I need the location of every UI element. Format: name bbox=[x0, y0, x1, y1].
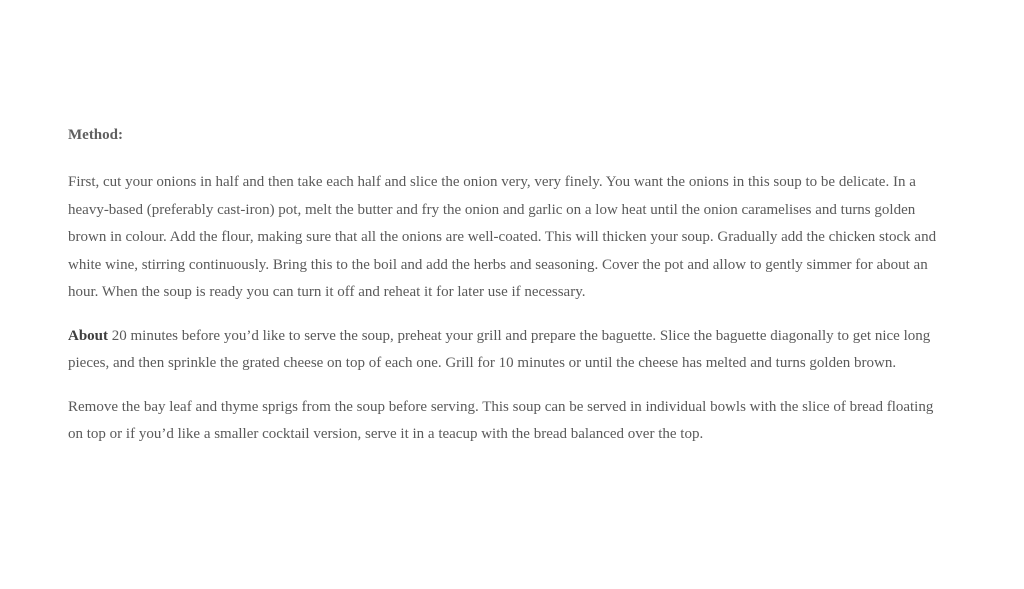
method-paragraph-3: Remove the bay leaf and thyme sprigs from the soup before serving. This soup can be served in individual bowls with the slice of bread floating on top or if you’d like a smaller cocktail version, serve it in a teacup with the bread balanced over the top. bbox=[68, 398, 934, 442]
method-paragraph-1: First, cut your onions in half and then take each half and slice the onion very, very finely. You want the onions in this soup to be delicate. In a heavy-based (preferably cast-iron) pot, melt the butter and fry the onion and garlic on a low heat until the onion caramelises and turns golden brown in colour. Add the flour, making sure that all the onions are well-coated. This will thicken your soup. Gradually add the chicken stock and white wine, stirring continuously. Bring this to the boil and add the herbs and seasoning. Cover the pot and allow to gently simmer for about an hour. When the soup is ready you can turn it off and reheat it for later use if necessary. bbox=[68, 174, 937, 300]
method-paragraph-2-lead: About bbox=[68, 327, 109, 344]
method-heading: Method: bbox=[68, 127, 123, 143]
method-paragraph-2 bbox=[68, 323, 948, 378]
method-paragraph-2-text: 20 minutes before you’d like to serve the soup, preheat your grill and prepare the baguette. Slice the baguette diagonally to get nice long pieces, and then sprinkle the grated cheese on top of each one. Grill for 10 minutes or until the cheese has melted and turns golden brown. bbox=[68, 327, 931, 371]
recipe-method-section bbox=[68, 122, 948, 465]
